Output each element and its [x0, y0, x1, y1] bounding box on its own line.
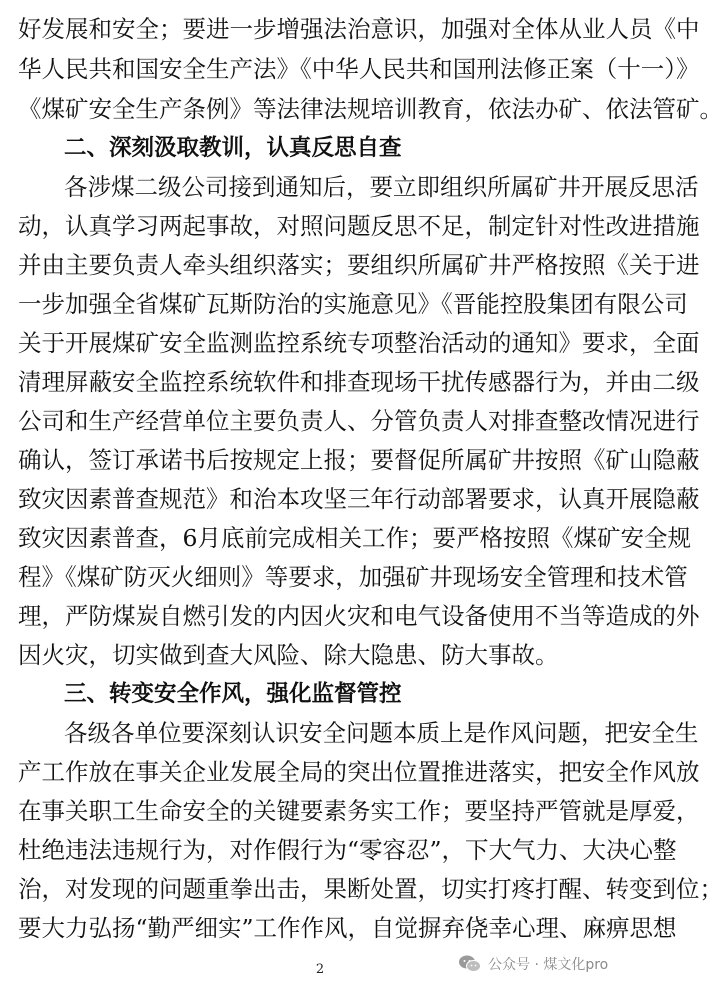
- line-text: 并由主要负责人牵头组织落实；要组织所属矿井严格按照《关于进: [18, 251, 700, 279]
- line-text: 杜绝违法违规行为，对作假行为“零容忍”，下大气力、大决心整: [18, 836, 677, 864]
- text-line: [0, 206, 700, 246]
- text-line: [0, 245, 700, 285]
- line-text: 华人民共和国安全生产法》《中华人民共和国刑法修正案（十一）》: [18, 55, 700, 83]
- text-line: [0, 635, 640, 675]
- watermark-text: 公众号 · 煤文化pro: [488, 957, 609, 973]
- text-line: [0, 323, 700, 363]
- text-line: [0, 167, 699, 207]
- line-text: 因火灾，切实做到查大风险、除大隐患、防大事故。: [18, 641, 559, 669]
- line-text: 动，认真学习两起事故，对照问题反思不足，制定针对性改进措施: [18, 212, 700, 240]
- section-heading-3: [0, 674, 640, 714]
- line-text: 清理屏蔽安全监控系统软件和排查现场干扰传感器行为，并由二级: [18, 368, 700, 396]
- heading-text: 二、深刻汲取教训，认真反思自查: [64, 135, 402, 161]
- text-line: [0, 440, 700, 480]
- section-heading-2: [0, 128, 640, 168]
- line-text: 程》《煤矿防灭火细则》等要求，加强矿井现场安全管理和技术管: [18, 563, 688, 591]
- line-text: 理，严防煤炭自燃引发的内因火灾和电气设备使用不当等造成的外: [18, 602, 700, 630]
- watermark: [458, 951, 608, 977]
- line-text: 产工作放在事关企业发展全局的突出位置推进落实，把安全作风放: [18, 758, 700, 786]
- line-text: 一步加强全省煤矿瓦斯防治的实施意见》《晋能控股集团有限公司: [18, 290, 688, 318]
- text-line: [0, 9, 700, 49]
- line-text: 在事关职工生命安全的关键要素务实工作；要坚持严管就是厚爱，: [18, 797, 700, 825]
- text-line: [0, 869, 723, 909]
- heading-text: 三、转变安全作风，强化监督管控: [64, 681, 402, 707]
- line-text: 好发展和安全；要进一步增强法治意识，加强对全体从业人员《中: [18, 15, 700, 43]
- wechat-icon: [458, 954, 482, 974]
- text-line: [0, 791, 700, 831]
- text-line: [0, 362, 700, 402]
- text-line: [0, 713, 699, 753]
- line-text: 公司和生产经营单位主要负责人、分管负责人对排查整改情况进行: [18, 407, 700, 435]
- text-line: [0, 401, 700, 441]
- text-line: [0, 479, 700, 519]
- line-text: 《煤矿安全生产条例》等法律法规培训教育，依法办矿、依法管矿。: [18, 95, 723, 123]
- text-line: [0, 830, 677, 870]
- line-text: 各涉煤二级公司接到通知后，要立即组织所属矿井开展反思活: [64, 173, 699, 201]
- text-line: [0, 557, 688, 597]
- text-line: [0, 49, 700, 89]
- text-line: [0, 908, 677, 948]
- text-line: [0, 89, 723, 129]
- text-line: [0, 284, 688, 324]
- line-text: 关于开展煤矿安全监测监控系统专项整治活动的通知》要求，全面: [18, 329, 700, 357]
- line-text: 要大力弘扬“勤严细实”工作作风，自觉摒弃侥幸心理、麻痹思想: [18, 914, 677, 942]
- line-text: 确认，签订承诺书后按规定上报；要督促所属矿井按照《矿山隐蔽: [18, 446, 700, 474]
- line-text: 致灾因素普查规范》和治本攻坚三年行动部署要求，认真开展隐蔽: [18, 485, 700, 513]
- line-text: 致灾因素普查，6月底前完成相关工作；要严格按照《煤矿安全规: [18, 524, 691, 552]
- page-number: 2: [315, 962, 325, 977]
- text-line: [0, 518, 691, 558]
- text-line: [0, 596, 700, 636]
- line-text: 治，对发现的问题重拳出击，果断处置，切实打疼打醒、转变到位；: [18, 875, 723, 903]
- text-line: [0, 752, 700, 792]
- line-text: 各级各单位要深刻认识安全问题本质上是作风问题，把安全生: [64, 719, 699, 747]
